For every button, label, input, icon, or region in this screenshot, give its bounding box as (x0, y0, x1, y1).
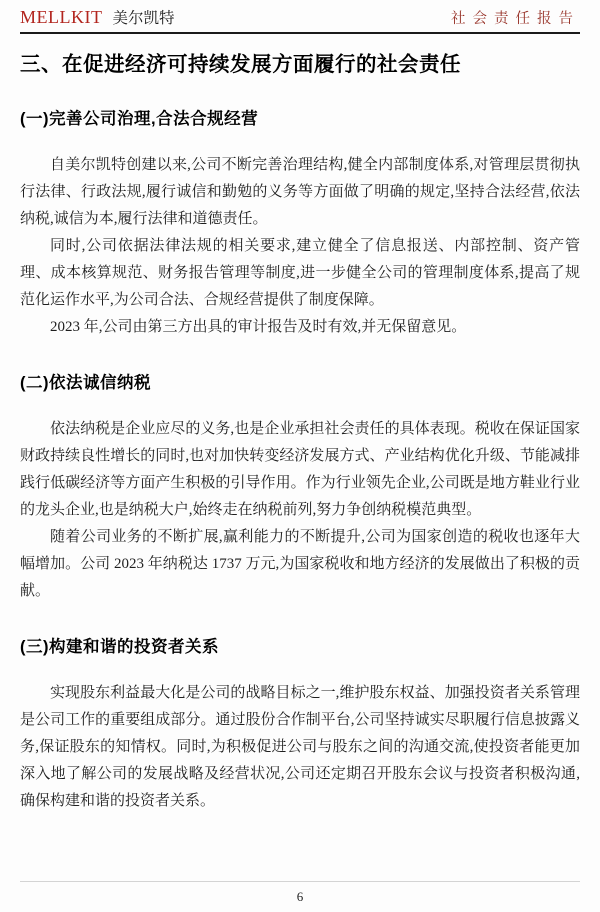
body-paragraph: 2023 年,公司由第三方出具的审计报告及时有效,并无保留意见。 (50, 319, 467, 335)
section-body (20, 416, 580, 605)
brand-chinese-text: 美尔凯特 (112, 10, 175, 27)
body-paragraph: 同时,公司依据法律法规的相关要求,建立健全了信息报送、内部控制、资产管理、成本核算规范、财务报告管理等制度,进一步健全公司的管理制度体系,提高了规范化运作水平,为公司合法、合规经营提供了制度保障。 (20, 238, 580, 308)
brand-logo (20, 6, 175, 28)
section-corporate-governance (20, 108, 580, 341)
body-paragraph: 随着公司业务的不断扩展,赢利能力的不断提升,公司为国家创造的税收也逐年大幅增加。公司 2023 年纳税达 1737 万元,为国家税收和地方经济的发展做出了积极的贡献。 (20, 529, 580, 599)
page-title: 三、在促进经济可持续发展方面履行的社会责任 (20, 53, 461, 76)
section-body (20, 152, 580, 341)
brand-latin-text: MELLKIT (20, 7, 103, 27)
page-footer (20, 881, 580, 905)
section-heading: (三)构建和谐的投资者关系 (20, 638, 219, 656)
section-heading: (一)完善公司治理,合法合规经营 (20, 110, 259, 128)
section-tax-compliance (20, 372, 580, 605)
report-title: 社会责任报告 (451, 11, 580, 27)
page-header (20, 0, 580, 34)
body-paragraph: 自美尔凯特创建以来,公司不断完善治理结构,健全内部制度体系,对管理层贯彻执行法律、行政法规,履行诚信和勤勉的义务等方面做了明确的规定,坚持合法经营,依法纳税,诚信为本,履行法律和道德责任。 (20, 157, 580, 227)
section-investor-relations (20, 636, 580, 815)
section-heading: (二)依法诚信纳税 (20, 374, 151, 392)
section-body (20, 680, 580, 815)
body-paragraph: 实现股东利益最大化是公司的战略目标之一,维护股东权益、加强投资者关系管理是公司工作的重要组成部分。通过股份合作制平台,公司坚持诚实尽职履行信息披露义务,保证股东的知情权。同时,为积极促进公司与股东之间的沟通交流,使投资者能更加深入地了解公司的发展战略及经营状况,公司还定期召开股东会议与投资者积极沟通,确保构建和谐的投资者关系。 (20, 685, 580, 809)
body-paragraph: 依法纳税是企业应尽的义务,也是企业承担社会责任的具体表现。税收在保证国家财政持续良性增长的同时,也对加快转变经济发展方式、产业结构优化升级、节能减排践行低碳经济等方面产生积极的引导作用。作为行业领先企业,公司既是地方鞋业行业的龙头企业,也是纳税大户,始终走在纳税前列,努力争创纳税模范典型。 (20, 421, 580, 518)
page-number: 6 (296, 889, 304, 904)
